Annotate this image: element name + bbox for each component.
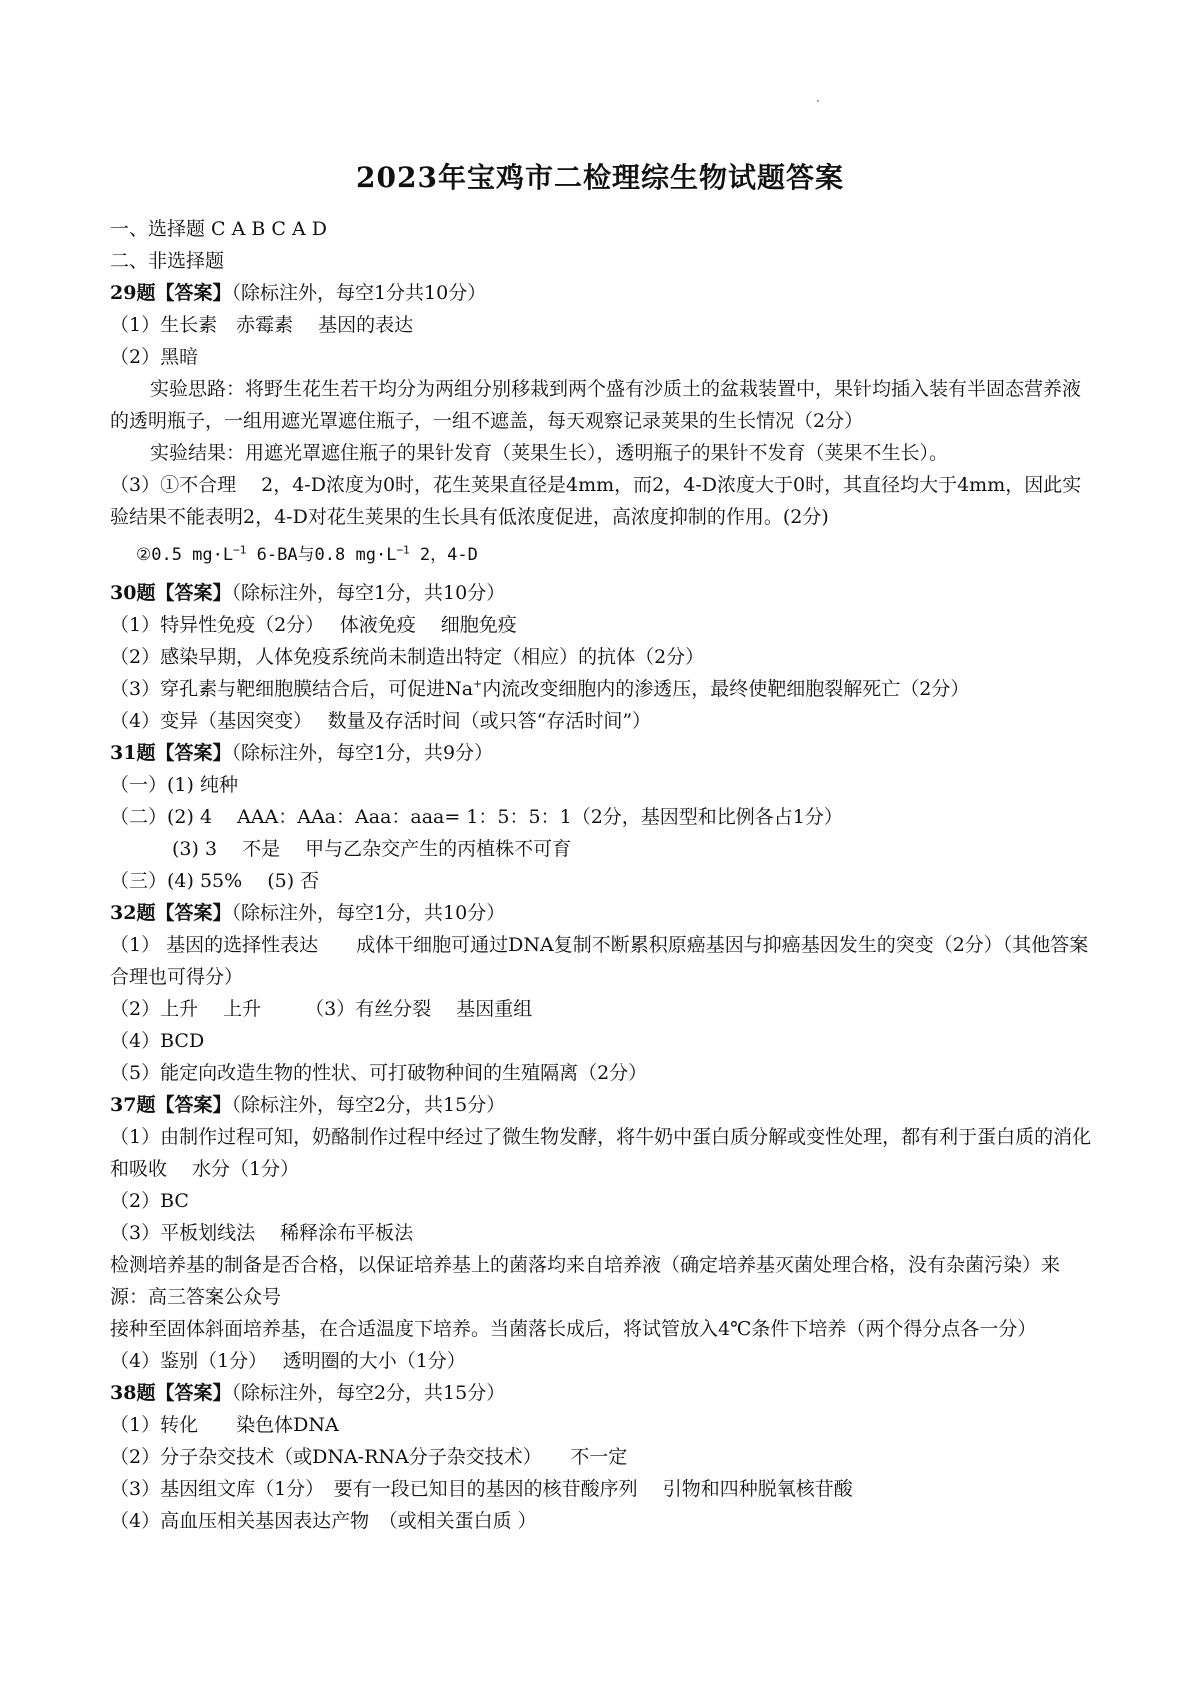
q38-number: 38题	[110, 1382, 156, 1404]
q38-answer-2: （2）分子杂交技术（或DNA-RNA分子杂交技术） 不一定	[110, 1446, 628, 1468]
q31-note: （除标注外，每空1分，共9分）	[231, 742, 494, 764]
q38-tag: 【答案】	[155, 1382, 232, 1404]
q37-answer-2: （2）BC	[110, 1190, 189, 1212]
q37-answer-1: （1）由制作过程可知，奶酪制作过程中经过了微生物发酵，将牛奶中蛋白质分解或变性处理，都有利于蛋白质的消化和吸收 水分（1分）	[110, 1126, 1092, 1180]
q38-answer-1: （1）转化 染色体DNA	[110, 1414, 339, 1436]
q32-answer-4: （4）BCD	[110, 1030, 205, 1052]
q38-answer-3: （3）基因组文库（1分） 要有一段已知目的基因的核苷酸序列 引物和四种脱氧核苷酸	[110, 1478, 853, 1500]
q37-number: 37题	[110, 1094, 156, 1116]
q32-heading	[110, 897, 1095, 929]
q29-note: （除标注外，每空1分共10分）	[231, 282, 487, 304]
q30-heading	[110, 577, 1095, 609]
q38-answer-4: （4）高血压相关基因表达产物 （或相关蛋白质 ）	[110, 1510, 537, 1532]
q30-answer-3	[110, 673, 1095, 705]
q29-tag: 【答案】	[155, 282, 232, 304]
q31-answer-1: （一）(1) 纯种	[110, 774, 238, 796]
q32-answer-2: （2）上升 上升 （3）有丝分裂 基因重组	[110, 998, 533, 1020]
q32-answer-1: （1） 基因的选择性表达 成体干细胞可通过DNA复制不断累积原癌基因与抑癌基因发生的突变（2分）（其他答案合理也可得分）	[110, 934, 1089, 988]
q29-answer-3b-post: 2，4-D	[409, 545, 478, 565]
q37-answer-3: （3）平板划线法 稀释涂布平板法	[110, 1222, 414, 1244]
q37-note: （除标注外，每空2分，共15分）	[231, 1094, 506, 1116]
q29-answer-3b-sup1: −1	[233, 543, 247, 557]
q30-answer-2: （2）感染早期，人体免疫系统尚未制造出特定（相应）的抗体（2分）	[110, 646, 705, 668]
q29-answer-3: （3）①不合理 2，4-D浓度为0时，花生荚果直径是4mm，而2，4-D浓度大于0时，其直径均大于4mm，因此实验结果不能表明2，4-D对花生荚果的生长具有低浓度促进，高浓度抑制的作用。(2分)	[110, 474, 1082, 528]
page-title: 2023年宝鸡市二检理综生物试题答案	[356, 161, 844, 194]
q31-tag: 【答案】	[155, 742, 232, 764]
q31-answer-3: (3) 3 不是 甲与乙杂交产生的丙植株不可育	[172, 838, 572, 860]
q30-answer-3-post: 内流改变细胞内的渗透压，最终使靶细胞裂解死亡（2分）	[482, 678, 970, 700]
q30-answer-3-sup: +	[473, 677, 483, 691]
q32-note: （除标注外，每空1分，共10分）	[231, 902, 506, 924]
q29-experiment-result: 实验结果：用遮光罩遮住瓶子的果针发育（荚果生长），透明瓶子的果针不发育（荚果不生长）。	[150, 442, 949, 464]
q31-number: 31题	[110, 742, 156, 764]
q31-heading	[110, 737, 1095, 769]
q37-paragraph-1: 检测培养基的制备是否合格，以保证培养基上的菌落均来自培养液（确定培养基灭菌处理合格，没有杂菌污染）来源：高三答案公众号	[110, 1254, 1061, 1308]
section-choice-answers: 一、选择题 C A B C A D	[110, 218, 327, 240]
q29-answer-2: （2）黑暗	[110, 346, 199, 368]
q37-paragraph-2: 接种至固体斜面培养基，在合适温度下培养。当菌落长成后，将试管放入4℃条件下培养（两个得分点各一分）	[110, 1318, 1037, 1340]
q30-note: （除标注外，每空1分，共10分）	[231, 582, 506, 604]
q32-tag: 【答案】	[155, 902, 232, 924]
q31-answer-2: （二）(2) 4 AAA：AAa：Aaa：aaa= 1：5：5：1（2分，基因型和比例各占1分）	[110, 806, 843, 828]
q30-tag: 【答案】	[155, 582, 232, 604]
q30-answer-3-pre: （3）穿孔素与靶细胞膜结合后，可促进Na	[110, 678, 474, 700]
stray-dot	[817, 100, 819, 102]
q30-number: 30题	[110, 582, 156, 604]
q29-answer-1: （1）生长素 赤霉素 基因的表达	[110, 314, 414, 336]
q37-answer-4: （4）鉴别（1分） 透明圈的大小（1分）	[110, 1350, 466, 1372]
q29-answer-3b-mid: 6-BA与0.8 mg·L	[246, 545, 397, 565]
q37-heading	[110, 1089, 1095, 1121]
section-nonchoice-heading: 二、非选择题	[110, 250, 225, 272]
q29-number: 29题	[110, 282, 156, 304]
q38-heading	[110, 1377, 1095, 1409]
q38-note: （除标注外，每空2分，共15分）	[231, 1382, 506, 1404]
q29-experiment-idea: 实验思路：将野生花生若干均分为两组分别移栽到两个盛有沙质土的盆栽装置中，果针均插入装有半固态营养液的透明瓶子，一组用遮光罩遮住瓶子，一组不遮盖，每天观察记录荚果的生长情况（2分）	[110, 378, 1082, 432]
q29-answer-3b-pre: ②0.5 mg·L	[136, 545, 234, 565]
q32-answer-5: （5）能定向改造生物的性状、可打破物种间的生殖隔离（2分）	[110, 1062, 648, 1084]
answer-body	[110, 213, 1095, 1537]
q37-tag: 【答案】	[155, 1094, 232, 1116]
q30-answer-4: （4）变异（基因突变） 数量及存活时间（或只答“存活时间”）	[110, 710, 652, 732]
q29-heading	[110, 277, 1095, 309]
q30-answer-1: （1）特异性免疫（2分） 体液免疫 细胞免疫	[110, 614, 517, 636]
q29-answer-3b	[110, 539, 1095, 571]
q29-answer-3b-sup2: −1	[396, 543, 410, 557]
q31-answer-4: （三）(4) 55% (5) 否	[110, 870, 320, 892]
q32-number: 32题	[110, 902, 156, 924]
